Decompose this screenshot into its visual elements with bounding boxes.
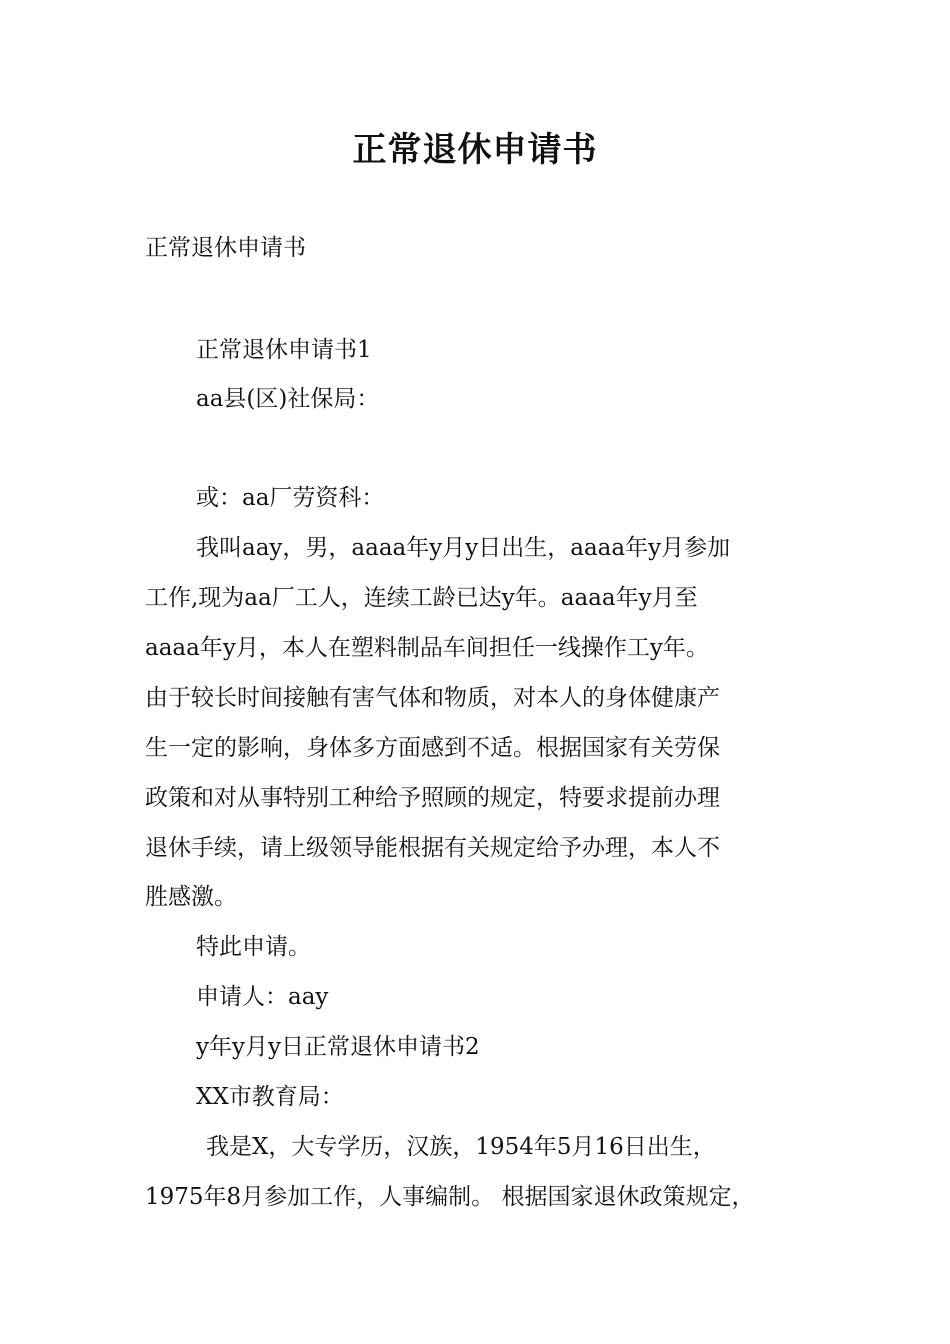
section1-body-line: 胜感激。 bbox=[145, 884, 237, 910]
section2-body-line: 我是X，大专学历，汉族，1954年5月16日出生， bbox=[206, 1134, 716, 1160]
section2-addressee: XX市教育局： bbox=[196, 1084, 344, 1110]
document-title: 正常退休申请书 bbox=[352, 130, 598, 170]
section1-alt-addressee: 或：aa厂劳资科： bbox=[196, 485, 385, 511]
section1-date-and-section2-heading: y年y月y日正常退休申请书2 bbox=[196, 1034, 480, 1060]
section1-addressee: aa县(区)社保局： bbox=[196, 386, 380, 412]
section1-body-line: 由于较长时间接触有害气体和物质，对本人的身体健康产 bbox=[145, 685, 720, 711]
section1-body-line: 退休手续，请上级领导能根据有关规定给予办理，本人不 bbox=[145, 835, 720, 861]
section1-body-line: 工作,现为aa厂工人，连续工龄已达y年。aaaa年y月至 bbox=[145, 585, 698, 611]
section1-body-line: 政策和对从事特别工种给予照顾的规定，特要求提前办理 bbox=[145, 785, 720, 811]
section1-body-line: 生一定的影响，身体多方面感到不适。根据国家有关劳保 bbox=[145, 735, 720, 761]
section1-applicant: 申请人：aay bbox=[196, 984, 329, 1010]
section1-body-line: 我叫aay，男，aaaa年y月y日出生，aaaa年y月参加 bbox=[196, 535, 731, 561]
section1-body-line: aaaa年y月，本人在塑料制品车间担任一线操作工y年。 bbox=[145, 635, 709, 661]
section1-heading: 正常退休申请书1 bbox=[196, 337, 372, 363]
section2-body-line: 1975年8月参加工作，人事编制。 根据国家退休政策规定， bbox=[145, 1184, 755, 1210]
section1-closing: 特此申请。 bbox=[196, 934, 311, 960]
document-subtitle: 正常退休申请书 bbox=[145, 235, 306, 261]
